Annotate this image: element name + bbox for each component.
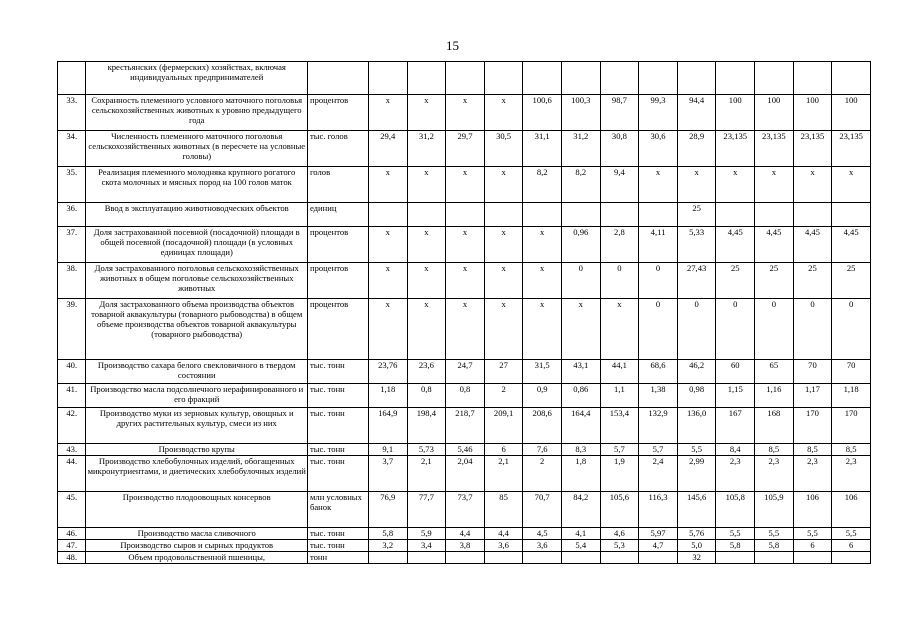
value-cell: 23,135 (716, 131, 755, 167)
value-cell: 0 (755, 299, 794, 360)
value-cell (716, 552, 755, 564)
value-cell: 2,3 (793, 456, 832, 492)
value-cell: 8,2 (562, 167, 601, 203)
value-cell: 116,3 (639, 492, 678, 528)
indicator-name-cell: Доля застрахованного поголовья сельскохозяйственных животных в общем поголовье сельскохозяйственных животных (86, 263, 308, 299)
value-cell (793, 203, 832, 227)
value-cell: 23,6 (407, 360, 446, 384)
value-cell (755, 62, 794, 95)
value-cell: х (407, 95, 446, 131)
unit-cell (307, 62, 368, 95)
value-cell: 218,7 (446, 408, 485, 444)
value-cell: 3,4 (407, 540, 446, 552)
value-cell (484, 203, 523, 227)
value-cell: 3,6 (484, 540, 523, 552)
value-cell: х (716, 167, 755, 203)
value-cell: 2,3 (832, 456, 871, 492)
value-cell: 94,4 (677, 95, 716, 131)
value-cell: 76,9 (368, 492, 407, 528)
value-cell: 2,04 (446, 456, 485, 492)
value-cell: 5,5 (755, 528, 794, 540)
indicator-name-cell: Сохранность племенного условного маточного поголовья сельскохозяйственных животных к уровню предыдущего года (86, 95, 308, 131)
value-cell: 1,9 (600, 456, 639, 492)
value-cell: 105,6 (600, 492, 639, 528)
value-cell (755, 552, 794, 564)
value-cell: 2,8 (600, 227, 639, 263)
indicator-name-cell: Производство масла сливочного (86, 528, 308, 540)
value-cell: 23,135 (755, 131, 794, 167)
value-cell: 4,7 (639, 540, 678, 552)
value-cell (562, 552, 601, 564)
value-cell: 8,5 (793, 444, 832, 456)
value-cell: 5,8 (716, 540, 755, 552)
value-cell: 170 (793, 408, 832, 444)
value-cell: 23,76 (368, 360, 407, 384)
table-row (58, 492, 871, 528)
value-cell: 70 (832, 360, 871, 384)
value-cell: 0,98 (677, 384, 716, 408)
value-cell: 0 (600, 263, 639, 299)
indicators-table (57, 61, 871, 564)
value-cell: 31,2 (407, 131, 446, 167)
unit-cell: тыс. тонн (307, 456, 368, 492)
indicator-name-cell: Реализация племенного молодняка крупного рогатого скота молочных и мясных пород на 100 голов маток (86, 167, 308, 203)
value-cell: 5,5 (716, 528, 755, 540)
row-number-cell: 39. (58, 299, 86, 360)
table-row (58, 360, 871, 384)
row-number-cell (58, 62, 86, 95)
table-row (58, 552, 871, 564)
value-cell: 4,45 (832, 227, 871, 263)
value-cell: 8,5 (755, 444, 794, 456)
value-cell: х (523, 299, 562, 360)
value-cell: 5,76 (677, 528, 716, 540)
value-cell: 2 (523, 456, 562, 492)
value-cell: 0,96 (562, 227, 601, 263)
value-cell (639, 203, 678, 227)
value-cell: х (639, 167, 678, 203)
value-cell: х (368, 95, 407, 131)
value-cell: 167 (716, 408, 755, 444)
value-cell: 31,2 (562, 131, 601, 167)
row-number-cell: 47. (58, 540, 86, 552)
value-cell (562, 203, 601, 227)
value-cell: 25 (832, 263, 871, 299)
value-cell (562, 62, 601, 95)
value-cell: х (562, 299, 601, 360)
value-cell (600, 552, 639, 564)
value-cell: 100,6 (523, 95, 562, 131)
table-row (58, 227, 871, 263)
row-number-cell: 44. (58, 456, 86, 492)
value-cell: х (446, 227, 485, 263)
value-cell: х (368, 227, 407, 263)
value-cell: 29,4 (368, 131, 407, 167)
value-cell: 23,135 (793, 131, 832, 167)
value-cell: 0,8 (407, 384, 446, 408)
unit-cell: тыс. тонн (307, 444, 368, 456)
value-cell: 99,3 (639, 95, 678, 131)
value-cell: 0,9 (523, 384, 562, 408)
unit-cell: единиц (307, 203, 368, 227)
table-row (58, 167, 871, 203)
value-cell: х (446, 263, 485, 299)
row-number-cell: 37. (58, 227, 86, 263)
value-cell (600, 203, 639, 227)
table-row (58, 444, 871, 456)
value-cell: х (407, 263, 446, 299)
table-row (58, 131, 871, 167)
value-cell: 132,9 (639, 408, 678, 444)
value-cell: 164,4 (562, 408, 601, 444)
value-cell: 0 (793, 299, 832, 360)
value-cell: 25 (755, 263, 794, 299)
value-cell: 6 (484, 444, 523, 456)
value-cell: 4,6 (600, 528, 639, 540)
value-cell: 68,6 (639, 360, 678, 384)
value-cell: 106 (793, 492, 832, 528)
value-cell: х (523, 263, 562, 299)
value-cell: 4,4 (484, 528, 523, 540)
value-cell: х (407, 299, 446, 360)
indicator-name-cell: Производство муки из зерновых культур, овощных и других растительных культур, смеси из них (86, 408, 308, 444)
value-cell: 5,5 (793, 528, 832, 540)
value-cell (368, 552, 407, 564)
value-cell: х (600, 299, 639, 360)
value-cell: 44,1 (600, 360, 639, 384)
value-cell: 46,2 (677, 360, 716, 384)
value-cell (639, 62, 678, 95)
value-cell: х (484, 227, 523, 263)
value-cell: 8,3 (562, 444, 601, 456)
value-cell: 100 (755, 95, 794, 131)
value-cell: 28,9 (677, 131, 716, 167)
indicator-name-cell: Производство масла подсолнечного нерафинированного и его фракций (86, 384, 308, 408)
value-cell: 100 (832, 95, 871, 131)
table-row (58, 62, 871, 95)
value-cell: 2,3 (716, 456, 755, 492)
value-cell (484, 552, 523, 564)
value-cell: 2,1 (407, 456, 446, 492)
unit-cell: процентов (307, 95, 368, 131)
value-cell: х (446, 95, 485, 131)
value-cell: 24,7 (446, 360, 485, 384)
row-number-cell: 42. (58, 408, 86, 444)
value-cell: х (793, 167, 832, 203)
value-cell: 29,7 (446, 131, 485, 167)
value-cell: 198,4 (407, 408, 446, 444)
table-row (58, 203, 871, 227)
value-cell: 1,18 (368, 384, 407, 408)
value-cell: 1,16 (755, 384, 794, 408)
value-cell: 2,3 (755, 456, 794, 492)
value-cell: 5,9 (407, 528, 446, 540)
value-cell: 73,7 (446, 492, 485, 528)
value-cell: 3,2 (368, 540, 407, 552)
row-number-cell: 48. (58, 552, 86, 564)
value-cell: 5,5 (832, 528, 871, 540)
value-cell: 106 (832, 492, 871, 528)
indicator-name-cell: Производство крупы (86, 444, 308, 456)
value-cell: 5,46 (446, 444, 485, 456)
row-number-cell: 33. (58, 95, 86, 131)
unit-cell: тонн (307, 552, 368, 564)
value-cell: 5,4 (562, 540, 601, 552)
value-cell (446, 203, 485, 227)
value-cell: 32 (677, 552, 716, 564)
indicator-name-cell: Объем продовольственной пшеницы, (86, 552, 308, 564)
value-cell: 153,4 (600, 408, 639, 444)
value-cell: 4,45 (755, 227, 794, 263)
row-number-cell: 46. (58, 528, 86, 540)
value-cell: х (677, 167, 716, 203)
value-cell: 105,9 (755, 492, 794, 528)
row-number-cell: 38. (58, 263, 86, 299)
value-cell: 84,2 (562, 492, 601, 528)
unit-cell: тыс. голов (307, 131, 368, 167)
value-cell: 27,43 (677, 263, 716, 299)
unit-cell: млн условных банок (307, 492, 368, 528)
value-cell (832, 62, 871, 95)
value-cell: х (523, 227, 562, 263)
value-cell: 100,3 (562, 95, 601, 131)
value-cell (368, 203, 407, 227)
unit-cell: тыс. тонн (307, 384, 368, 408)
value-cell: 5,7 (639, 444, 678, 456)
value-cell: 100 (716, 95, 755, 131)
value-cell: 5,97 (639, 528, 678, 540)
value-cell: 1,15 (716, 384, 755, 408)
value-cell: 2 (484, 384, 523, 408)
value-cell: 0 (639, 299, 678, 360)
value-cell: 25 (793, 263, 832, 299)
value-cell: 5,5 (677, 444, 716, 456)
unit-cell: тыс. тонн (307, 540, 368, 552)
value-cell: 168 (755, 408, 794, 444)
indicator-name-cell: Доля застрахованной посевной (посадочной) площади в общей посевной (посадочной) площади (в условных единицах площади) (86, 227, 308, 263)
table-row (58, 408, 871, 444)
value-cell (407, 203, 446, 227)
value-cell: 2,4 (639, 456, 678, 492)
value-cell: 43,1 (562, 360, 601, 384)
value-cell: 31,5 (523, 360, 562, 384)
value-cell: 23,135 (832, 131, 871, 167)
table-row (58, 528, 871, 540)
value-cell (793, 552, 832, 564)
value-cell: х (407, 167, 446, 203)
value-cell: 0 (716, 299, 755, 360)
value-cell: 8,4 (716, 444, 755, 456)
indicator-name-cell: Доля застрахованного объема производства объектов товарной аквакультуры (товарного рыбоводства) в общем объеме производства объектов товарной аквакультуры (товарного рыбоводства) (86, 299, 308, 360)
value-cell: 98,7 (600, 95, 639, 131)
value-cell (755, 203, 794, 227)
value-cell: х (446, 167, 485, 203)
row-number-cell: 35. (58, 167, 86, 203)
value-cell: 136,0 (677, 408, 716, 444)
indicator-name-cell: Производство сыров и сырных продуктов (86, 540, 308, 552)
table-row (58, 95, 871, 131)
value-cell: 100 (793, 95, 832, 131)
indicator-name-cell: Производство плодоовощных консервов (86, 492, 308, 528)
table-row (58, 540, 871, 552)
row-number-cell: 36. (58, 203, 86, 227)
value-cell: х (832, 167, 871, 203)
value-cell: х (484, 95, 523, 131)
value-cell: х (407, 227, 446, 263)
unit-cell: процентов (307, 299, 368, 360)
unit-cell: процентов (307, 263, 368, 299)
value-cell (484, 62, 523, 95)
table-row (58, 384, 871, 408)
page-number: 15 (446, 38, 459, 53)
value-cell (639, 552, 678, 564)
value-cell: 209,1 (484, 408, 523, 444)
value-cell: 145,6 (677, 492, 716, 528)
value-cell: 2,1 (484, 456, 523, 492)
value-cell: 4,45 (793, 227, 832, 263)
value-cell: 4,5 (523, 528, 562, 540)
indicator-name-cell: Производство сахара белого свекловичного в твердом состоянии (86, 360, 308, 384)
table-row (58, 456, 871, 492)
indicator-name-cell: крестьянских (фермерских) хозяйствах, включая индивидуальных предпринимателей (86, 62, 308, 95)
value-cell (677, 62, 716, 95)
indicator-name-cell: Ввод в эксплуатацию животноводческих объектов (86, 203, 308, 227)
value-cell: 0 (832, 299, 871, 360)
row-number-cell: 45. (58, 492, 86, 528)
value-cell: 25 (677, 203, 716, 227)
value-cell: 6 (793, 540, 832, 552)
row-number-cell: 41. (58, 384, 86, 408)
value-cell: х (368, 263, 407, 299)
table-row (58, 299, 871, 360)
value-cell: 0 (639, 263, 678, 299)
value-cell (407, 62, 446, 95)
value-cell: 9,1 (368, 444, 407, 456)
value-cell: х (446, 299, 485, 360)
value-cell: 30,8 (600, 131, 639, 167)
unit-cell: тыс. тонн (307, 528, 368, 540)
value-cell: х (368, 299, 407, 360)
value-cell: 70 (793, 360, 832, 384)
value-cell: 5,33 (677, 227, 716, 263)
indicator-name-cell: Производство хлебобулочных изделий, обогащенных микронутриентами, и диетических хлебобулочных изделий (86, 456, 308, 492)
value-cell: 164,9 (368, 408, 407, 444)
value-cell: 1,17 (793, 384, 832, 408)
value-cell (716, 203, 755, 227)
value-cell: 25 (716, 263, 755, 299)
value-cell: 31,1 (523, 131, 562, 167)
value-cell: х (484, 299, 523, 360)
value-cell (523, 552, 562, 564)
indicator-name-cell: Численность племенного маточного поголовья сельскохозяйственных животных (в пересчете на условные головы) (86, 131, 308, 167)
value-cell: 105,8 (716, 492, 755, 528)
value-cell: 1,18 (832, 384, 871, 408)
value-cell: 60 (716, 360, 755, 384)
value-cell: 5,73 (407, 444, 446, 456)
value-cell: 27 (484, 360, 523, 384)
value-cell: х (368, 167, 407, 203)
value-cell: 5,3 (600, 540, 639, 552)
value-cell: 7,6 (523, 444, 562, 456)
value-cell (600, 62, 639, 95)
value-cell: 4,45 (716, 227, 755, 263)
value-cell (368, 62, 407, 95)
value-cell: х (484, 263, 523, 299)
value-cell: 5,8 (368, 528, 407, 540)
value-cell: 170 (832, 408, 871, 444)
unit-cell: тыс. тонн (307, 360, 368, 384)
value-cell: х (755, 167, 794, 203)
value-cell (407, 552, 446, 564)
value-cell: 0 (677, 299, 716, 360)
unit-cell: голов (307, 167, 368, 203)
value-cell: 77,7 (407, 492, 446, 528)
value-cell (446, 62, 485, 95)
value-cell: 5,7 (600, 444, 639, 456)
value-cell: 1,1 (600, 384, 639, 408)
value-cell: 208,6 (523, 408, 562, 444)
value-cell: 4,11 (639, 227, 678, 263)
value-cell: 4,1 (562, 528, 601, 540)
value-cell (523, 203, 562, 227)
value-cell: 2,99 (677, 456, 716, 492)
value-cell: 5,8 (755, 540, 794, 552)
value-cell: 65 (755, 360, 794, 384)
value-cell: 3,8 (446, 540, 485, 552)
value-cell: 30,6 (639, 131, 678, 167)
value-cell: 1,38 (639, 384, 678, 408)
value-cell: 70,7 (523, 492, 562, 528)
value-cell: 30,5 (484, 131, 523, 167)
value-cell (446, 552, 485, 564)
value-cell: 3,6 (523, 540, 562, 552)
value-cell: 0,86 (562, 384, 601, 408)
value-cell: 3,7 (368, 456, 407, 492)
value-cell: 9,4 (600, 167, 639, 203)
table-row (58, 263, 871, 299)
value-cell: 85 (484, 492, 523, 528)
value-cell: 8,5 (832, 444, 871, 456)
value-cell: 4,4 (446, 528, 485, 540)
value-cell: 5,0 (677, 540, 716, 552)
value-cell (523, 62, 562, 95)
value-cell (793, 62, 832, 95)
value-cell: 1,8 (562, 456, 601, 492)
value-cell: 6 (832, 540, 871, 552)
value-cell: 0 (562, 263, 601, 299)
value-cell: 0,8 (446, 384, 485, 408)
value-cell (716, 62, 755, 95)
value-cell (832, 203, 871, 227)
unit-cell: процентов (307, 227, 368, 263)
value-cell: 8,2 (523, 167, 562, 203)
row-number-cell: 40. (58, 360, 86, 384)
row-number-cell: 43. (58, 444, 86, 456)
unit-cell: тыс. тонн (307, 408, 368, 444)
value-cell: х (484, 167, 523, 203)
row-number-cell: 34. (58, 131, 86, 167)
value-cell (832, 552, 871, 564)
